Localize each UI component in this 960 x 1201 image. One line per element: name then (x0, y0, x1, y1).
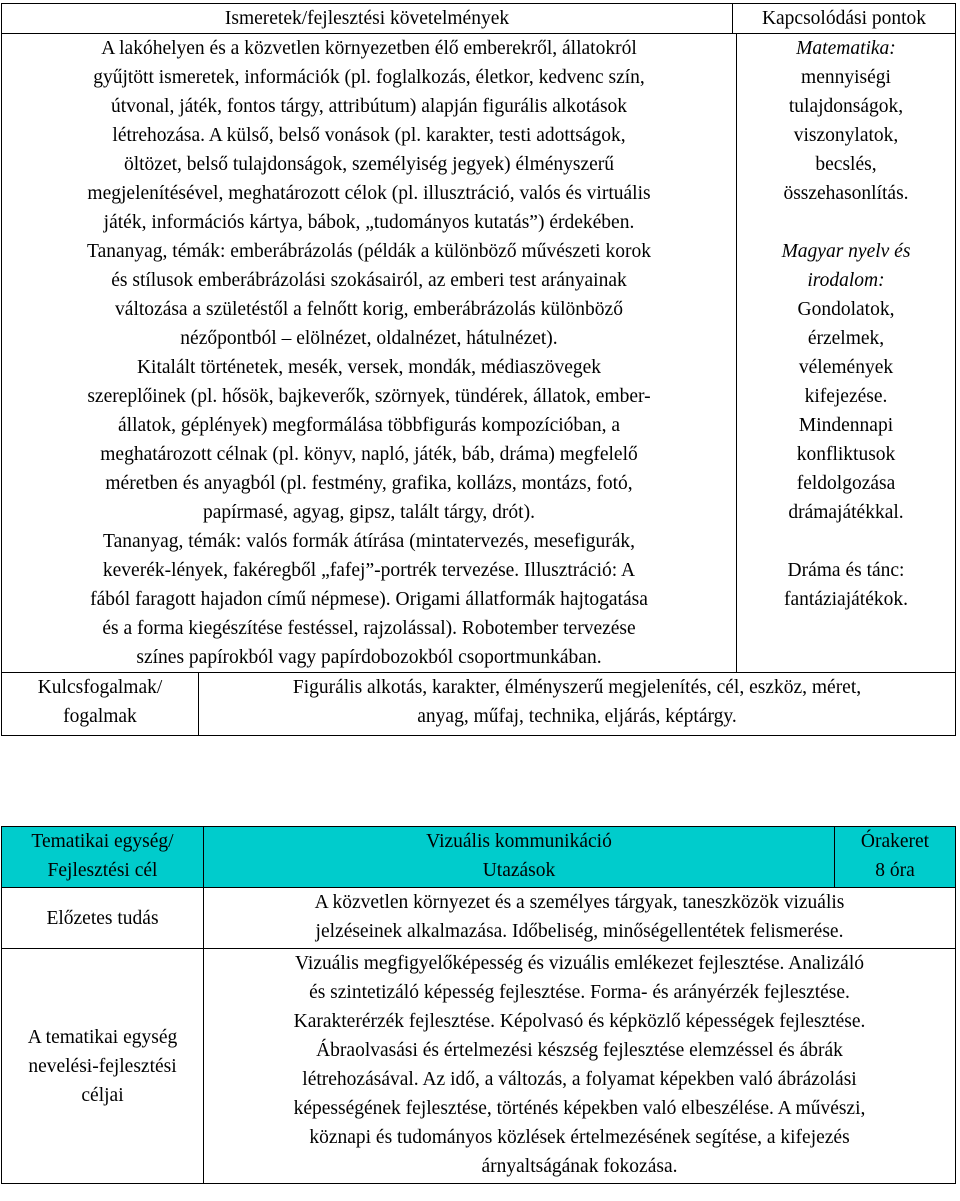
unit-label-line: Fejlesztési cél (47, 860, 158, 881)
math-line: tulajdonságok, (788, 96, 904, 117)
goals-line: köznapi és tudományos közlések értelmezésének segítése, a kifejezés (309, 1127, 850, 1148)
unit-label-line: Tematikai egység/ (31, 831, 174, 852)
key-concepts-value-line: Figurális alkotás, karakter, élményszerű megjelenítés, cél, eszköz, méret, (292, 677, 862, 698)
literature-title: irodalom: (807, 270, 885, 291)
unit-label (2, 827, 204, 888)
prior-knowledge-label (2, 888, 204, 949)
content-line: és stílusok emberábrázolási szokásairól, az emberi test arányainak (111, 270, 627, 291)
content-line: megjelenítésével, meghatározott célok (pl. illusztráció, valós és virtuális (87, 183, 651, 204)
content-line: meghatározott célnak (pl. könyv, napló, játék, báb, dráma) megfelelő (100, 444, 638, 465)
unit-title-line: Utazások (482, 860, 556, 881)
content-line: gyűjtött ismeretek, információk (pl. foglalkozás, életkor, kedvenc szín, (93, 67, 645, 88)
goals-line: Vizuális megfigyelőképesség és vizuális emlékezet fejlesztése. Analizáló (295, 953, 864, 974)
links-content (737, 34, 956, 673)
goals-label-line: A tematikai egység (27, 1026, 178, 1048)
thematic-unit-table (1, 826, 956, 1184)
key-concepts-label-line: fogalmak (63, 706, 137, 727)
key-concepts-value-line: anyag, műfaj, technika, eljárás, képtárgy. (417, 706, 737, 727)
goals-line: Ábraolvasási és értelmezési készség fejlesztése elemzéssel és ábrák (316, 1040, 843, 1061)
key-concepts-row (2, 673, 956, 736)
content-line: Tananyag, témák: valós formák átírása (mintatervezés, mesefigurák, (103, 531, 635, 552)
literature-line: vélemények (798, 357, 894, 378)
content-line: játék, információs kártya, bábok, „tudományos kutatás”) érdekében. (103, 212, 635, 233)
literature-line: konfliktusok (796, 444, 896, 465)
header-requirements (2, 4, 733, 34)
goals-line: árnyaltságának fokozása. (481, 1156, 678, 1177)
prior-knowledge-label-text: Előzetes tudás (46, 907, 159, 929)
content-line: nézőpontból – elölnézet, oldalnézet, hátulnézet). (180, 328, 558, 349)
hours-value: 8 óra (875, 860, 915, 881)
content-line: A lakóhelyen és a közvetlen környezetben élő emberekről, állatokról (101, 38, 637, 59)
literature-line: Mindennapi (798, 415, 894, 436)
goals-line: létrehozásával. Az idő, a változás, a folyamat képekben való ábrázolási (302, 1069, 857, 1090)
key-concepts-label (2, 673, 199, 735)
content-line: színes papírokból vagy papírdobozokból csoportmunkában. (136, 647, 602, 668)
content-line: és a forma kiegészítése festéssel, rajzolással). Robotember tervezése (102, 618, 636, 639)
header-links (733, 4, 956, 34)
drama-line: fantáziajátékok. (784, 589, 908, 610)
content-line: létrehozása. A külső, belső vonások (pl. karakter, testi adottságok, (112, 125, 626, 146)
literature-line: feldolgozása (796, 473, 896, 494)
content-line: keverék-lények, fakéregből „fafej”-portrék tervezése. Illusztráció: A (102, 560, 636, 581)
math-line: viszonylatok, (793, 125, 899, 146)
goals-label (2, 949, 204, 1184)
content-line: fából faragott hajadon című népmese). Origami állatformák hajtogatása (90, 589, 648, 610)
literature-line: drámajátékkal. (788, 502, 904, 523)
math-line: becslés, (815, 154, 877, 175)
content-line: papírmasé, agyag, gipsz, talált tárgy, drót). (203, 502, 535, 523)
goals-line: Karakterérzék fejlesztése. Képolvasó és képközlő képességek fejlesztése. (293, 1011, 866, 1032)
requirements-content (2, 34, 737, 673)
literature-line: Gondolatok, (797, 299, 895, 320)
prior-knowledge-content (204, 888, 956, 949)
content-line: Tananyag, témák: emberábrázolás (példák a különböző művészeti korok (87, 241, 651, 262)
goals-line: és szintetizáló képesség fejlesztése. Forma- és arányérzék fejlesztése. (309, 982, 850, 1003)
requirements-table (1, 3, 956, 736)
unit-hours (835, 827, 956, 888)
key-concepts-label-line: Kulcsfogalmak/ (37, 677, 163, 698)
prior-knowledge-line: jelzéseinek alkalmazása. Időbeliség, minőségellentétek felismerése. (315, 921, 844, 942)
math-line: összehasonlítás. (783, 183, 909, 204)
goals-label-line: céljai (81, 1084, 124, 1106)
math-line: mennyiségi (801, 67, 891, 88)
literature-line: érzelmek, (807, 328, 885, 349)
content-line: útvonal, játék, fontos tárgy, attribútum) alapján figurális alkotások (110, 96, 628, 117)
content-line: Kitalált történetek, mesék, versek, mondák, médiaszövegek (136, 357, 602, 378)
literature-title: Magyar nyelv és (781, 241, 911, 262)
key-concepts-value (199, 673, 955, 735)
math-title: Matematika: (796, 38, 896, 59)
goals-content (204, 949, 956, 1184)
literature-line: kifejezése. (804, 386, 888, 407)
goals-line: képességének fejlesztése, történés képekben való elbeszélése. A művészi, (293, 1098, 866, 1119)
drama-line: Dráma és tánc: (787, 560, 905, 581)
content-line: változása a születéstől a felnőtt korig, emberábrázolás különböző (115, 299, 623, 320)
content-line: öltözet, belső tulajdonságok, személyiség jegyek) élményszerű (123, 154, 615, 175)
content-line: méretben és anyagból (pl. festmény, grafika, kollázs, montázs, fotó, (105, 473, 633, 494)
unit-title-line: Vizuális kommunikáció (426, 831, 612, 852)
hours-label: Órakeret (860, 831, 930, 852)
content-line: szereplőinek (pl. hősök, bajkeverők, szörnyek, tündérek, állatok, ember- (87, 386, 651, 407)
prior-knowledge-line: A közvetlen környezet és a személyes tárgyak, taneszközök vizuális (314, 892, 845, 913)
unit-title (204, 827, 835, 888)
goals-label-line: nevelési-fejlesztési (28, 1055, 177, 1077)
content-line: állatok, géplények) megformálása többfigurás kompozícióban, a (118, 415, 620, 436)
header-links-text: Kapcsolódási pontok (761, 8, 927, 29)
header-requirements-text: Ismeretek/fejlesztési követelmények (224, 8, 510, 29)
